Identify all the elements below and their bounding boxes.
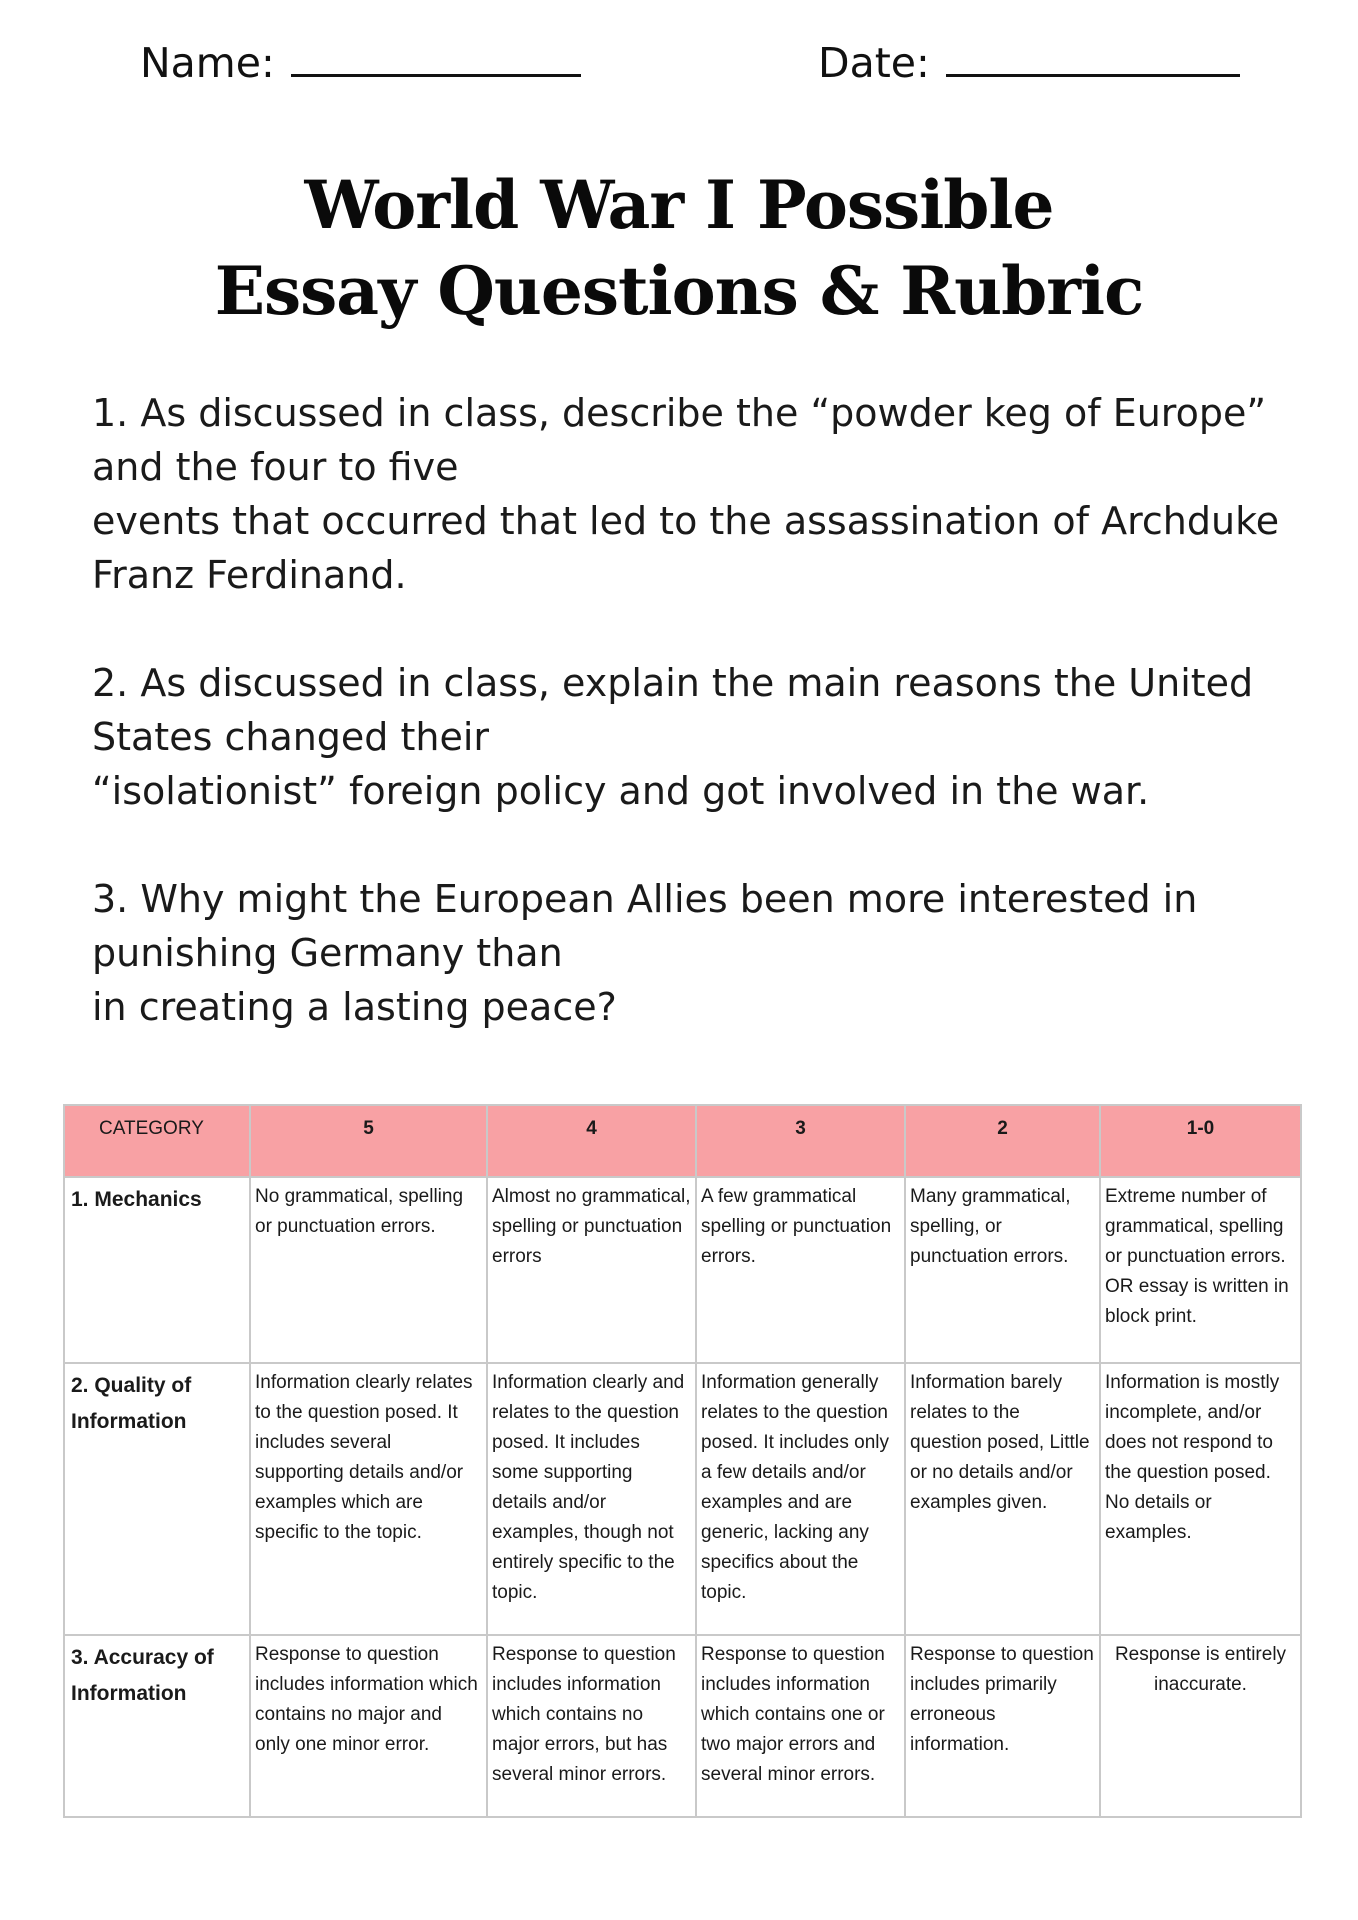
rubric-table bbox=[63, 1104, 1302, 1818]
header-score-4: 4 bbox=[487, 1105, 696, 1177]
rubric-cell: Response to question includes primarily erroneous information. bbox=[905, 1635, 1100, 1817]
rubric-cell: Information is mostly incomplete, and/or does not respond to the question posed. No details or examples. bbox=[1100, 1363, 1301, 1635]
header-score-2: 2 bbox=[905, 1105, 1100, 1177]
rubric-cell: Information clearly and relates to the question posed. It includes some supporting details and/or examples, though not entirely specific to the topic. bbox=[487, 1363, 696, 1635]
question-3 bbox=[92, 872, 1282, 1034]
question-1 bbox=[92, 386, 1282, 602]
row-category: 2. Quality of Information bbox=[64, 1363, 250, 1635]
rubric-row-accuracy bbox=[64, 1635, 1301, 1817]
rubric-row-mechanics bbox=[64, 1177, 1301, 1363]
question-line: Franz Ferdinand. bbox=[92, 553, 407, 597]
name-label: Name: bbox=[140, 39, 275, 87]
rubric-cell: Response to question includes information which contains no major errors, but has several minor errors. bbox=[487, 1635, 696, 1817]
rubric-cell: Almost no grammatical, spelling or punctuation errors bbox=[487, 1177, 696, 1363]
rubric-cell: Information clearly relates to the question posed. It includes several supporting details and/or examples which are specific to the topic. bbox=[250, 1363, 487, 1635]
question-line: States changed their bbox=[92, 715, 490, 759]
question-2 bbox=[92, 656, 1282, 818]
question-line: and the four to five bbox=[92, 445, 459, 489]
header-score-3: 3 bbox=[696, 1105, 905, 1177]
header-category: CATEGORY bbox=[64, 1105, 250, 1177]
question-line: “isolationist” foreign policy and got involved in the war. bbox=[92, 769, 1150, 813]
question-line: in creating a lasting peace? bbox=[92, 985, 617, 1029]
row-category: 1. Mechanics bbox=[64, 1177, 250, 1363]
rubric-cell: Extreme number of grammatical, spelling or punctuation errors. OR essay is written in block print. bbox=[1100, 1177, 1301, 1363]
name-field bbox=[140, 38, 581, 87]
date-blank-line[interactable] bbox=[946, 38, 1240, 77]
question-line: 1. As discussed in class, describe the “powder keg of Europe” bbox=[92, 391, 1267, 435]
date-field bbox=[818, 38, 1240, 87]
rubric-cell: Response to question includes information which contains one or two major errors and several minor errors. bbox=[696, 1635, 905, 1817]
rubric-cell: Response is entirely inaccurate. bbox=[1100, 1635, 1301, 1817]
rubric-cell: A few grammatical spelling or punctuation errors. bbox=[696, 1177, 905, 1363]
question-line: 3. Why might the European Allies been more interested in bbox=[92, 877, 1198, 921]
question-line: events that occurred that led to the assassination of Archduke bbox=[92, 499, 1280, 543]
name-blank-line[interactable] bbox=[291, 38, 581, 77]
essay-questions bbox=[92, 386, 1282, 1088]
question-line: 2. As discussed in class, explain the main reasons the United bbox=[92, 661, 1254, 705]
title-line-2: Essay Questions & Rubric bbox=[214, 252, 1144, 330]
row-category: 3. Accuracy of Information bbox=[64, 1635, 250, 1817]
rubric-cell: Information generally relates to the question posed. It includes only a few details and/or examples and are generic, lacking any specifics about the topic. bbox=[696, 1363, 905, 1635]
date-label: Date: bbox=[818, 39, 930, 87]
rubric-header-row bbox=[64, 1105, 1301, 1177]
rubric-cell: Response to question includes information which contains no major and only one minor error. bbox=[250, 1635, 487, 1817]
header-score-1-0: 1-0 bbox=[1100, 1105, 1301, 1177]
page-title bbox=[0, 162, 1358, 334]
rubric-row-quality bbox=[64, 1363, 1301, 1635]
header-score-5: 5 bbox=[250, 1105, 487, 1177]
rubric-cell: Information barely relates to the question posed, Little or no details and/or examples given. bbox=[905, 1363, 1100, 1635]
title-line-1: World War I Possible bbox=[304, 166, 1054, 244]
question-line: punishing Germany than bbox=[92, 931, 563, 975]
rubric-cell: Many grammatical, spelling, or punctuation errors. bbox=[905, 1177, 1100, 1363]
rubric-cell: No grammatical, spelling or punctuation errors. bbox=[250, 1177, 487, 1363]
